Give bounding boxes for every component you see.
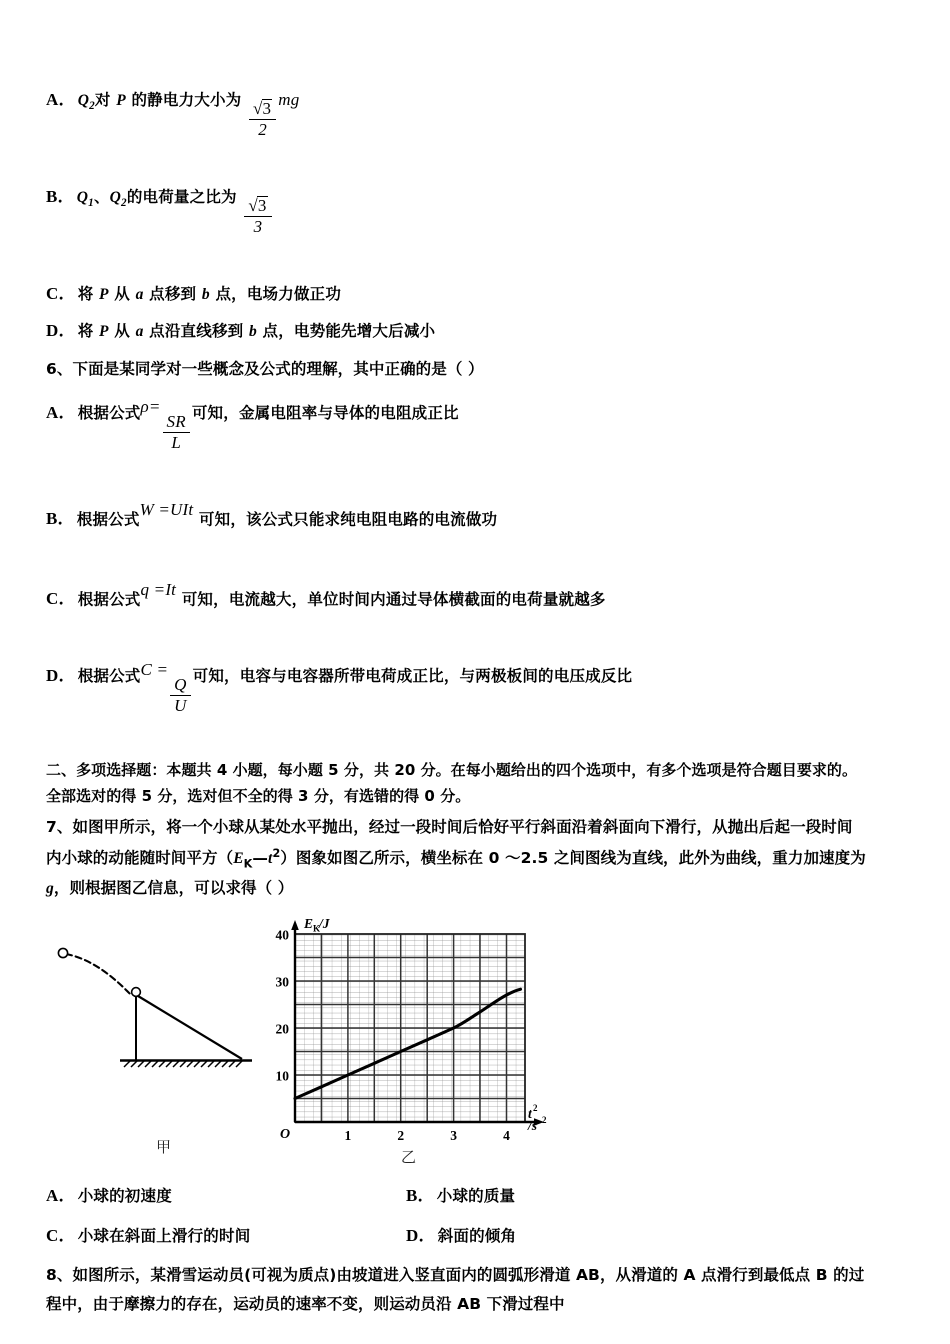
option-a-content bbox=[78, 88, 300, 139]
symbol-ek: E bbox=[233, 849, 244, 867]
symbol-t-sup: 2 bbox=[272, 846, 281, 860]
symbol-t: t bbox=[268, 849, 273, 867]
y-tick-label-40: 40 bbox=[275, 927, 289, 942]
symbol-b: b bbox=[201, 286, 210, 304]
q7-stem-line1: 7、如图甲所示，将一个小球从某处水平抛出，经过一段时间后恰好平行斜面沿着斜面向下滑行，从抛出后起一段时间 bbox=[46, 818, 853, 837]
option-a-content bbox=[78, 395, 459, 452]
x-tick-label-2: 2 bbox=[397, 1127, 405, 1143]
symbol-g: g bbox=[46, 880, 54, 898]
section2-line2: 全部选对的得 5 分，选对但不全的得 3 分，有选错的得 0 分。 bbox=[46, 786, 471, 805]
ball-on-incline bbox=[132, 987, 141, 996]
incline-surface bbox=[138, 996, 242, 1059]
fraction-numerator: √3 bbox=[244, 196, 271, 217]
fraction-denominator: 2 bbox=[258, 120, 267, 140]
option-letter-c: C． bbox=[46, 589, 76, 609]
option-c-content bbox=[78, 578, 606, 611]
q7-option-b bbox=[406, 1184, 912, 1209]
q7-stem-line3: g，则根据图乙信息，可以求得（ ） bbox=[46, 879, 294, 898]
formula-q-equals-it: q =It bbox=[140, 579, 177, 599]
section2-line1: 二、多项选择题：本题共 4 小题，每小题 5 分，共 20 分。在每小题给出的四个选项中，有多个选项是符合题目要求的。 bbox=[46, 760, 858, 779]
symbol-p: P bbox=[116, 92, 126, 109]
option-d-content: 将 P 从 a 点沿直线移到 b 点，电势能先增大后减小 bbox=[77, 321, 436, 340]
graph-y-axis-label bbox=[303, 916, 331, 934]
option-b-content bbox=[77, 186, 274, 236]
formula-c-equals: C = bbox=[140, 659, 169, 679]
symbol-a: a bbox=[135, 286, 144, 304]
formula-rho-equals: ρ= bbox=[140, 396, 161, 416]
trajectory-dashed-path bbox=[66, 954, 132, 996]
svg-text:E: E bbox=[304, 915, 314, 931]
text-lead: 根据公式 bbox=[76, 510, 140, 529]
graph-x-axis-label bbox=[527, 1103, 547, 1133]
text-charge-ratio: 的电荷量之比为 bbox=[126, 188, 237, 207]
page-content bbox=[46, 88, 912, 1320]
text-tail: 可知，金属电阻率与导体的电阻成正比 bbox=[191, 403, 459, 422]
svg-text:K: K bbox=[313, 923, 321, 933]
q7-stem-line2: 内小球的动能随时间平方$(E_K—t^2)$图象如图乙所示，横坐标在 0 ～2.5 之间图线为直线，此外为曲线，重力加速度为 bbox=[46, 846, 866, 870]
figure-jia-projectile-incline bbox=[46, 930, 276, 1130]
symbol-ek-sub: K bbox=[243, 856, 253, 870]
x-tick-label-4: 4 bbox=[503, 1127, 510, 1143]
fraction-numerator: Q bbox=[170, 676, 190, 696]
option-letter-c: C． bbox=[46, 284, 76, 304]
q6-option-c bbox=[46, 578, 912, 612]
q6-option-b bbox=[46, 498, 912, 532]
symbol-p: P bbox=[99, 286, 109, 304]
symbol-q: Q bbox=[77, 92, 90, 109]
symbol-p: P bbox=[99, 322, 109, 340]
y-tick-label-30: 30 bbox=[275, 974, 289, 989]
ball-launch-point bbox=[58, 948, 67, 957]
svg-text:t: t bbox=[528, 1105, 532, 1121]
symbol-q2: Q bbox=[109, 189, 122, 207]
svg-text:2: 2 bbox=[533, 1102, 538, 1113]
text-force: 的静电力大小为 bbox=[131, 91, 242, 109]
symbol-a: a bbox=[135, 322, 144, 340]
option-letter-a: A． bbox=[46, 90, 76, 109]
option-letter-d: D． bbox=[406, 1226, 436, 1246]
option-c-content: 将 P 从 a 点移到 b 点，电场力做正功 bbox=[77, 285, 342, 304]
q5-option-a bbox=[46, 88, 912, 139]
fraction-denominator: U bbox=[174, 695, 187, 715]
fraction-denominator: L bbox=[171, 432, 182, 452]
option-a-text: 小球的初速度 bbox=[77, 1186, 172, 1205]
text-tail: 可知，电流越大，单位时间内通过导体横截面的电荷量就越多 bbox=[181, 590, 606, 609]
option-letter-d: D． bbox=[46, 665, 76, 685]
text-tail: 可知，该公式只能求纯电阻电路的电流做功 bbox=[198, 510, 498, 529]
text-dui: 对 bbox=[94, 91, 111, 109]
fraction-Q-over-U bbox=[170, 676, 190, 715]
svg-text:/J: /J bbox=[319, 915, 330, 931]
text-tail: 可知，电容与电容器所带电荷成正比，与两极板间的电压成反比 bbox=[192, 666, 633, 685]
y-tick-label-10: 10 bbox=[275, 1068, 289, 1083]
fraction-denominator: 3 bbox=[253, 217, 263, 237]
figure-yi-ek-vs-t2-graph bbox=[249, 914, 549, 1174]
q7-option-c bbox=[46, 1224, 406, 1249]
q5-option-c bbox=[46, 282, 912, 307]
option-letter-c: C． bbox=[46, 1226, 76, 1246]
text-lead: 根据公式 bbox=[77, 666, 141, 685]
symbol-mg: mg bbox=[278, 90, 300, 109]
option-b-text: 小球的质量 bbox=[436, 1186, 516, 1205]
fraction-SR-over-L bbox=[163, 413, 190, 452]
y-axis-arrowhead bbox=[291, 920, 299, 930]
fraction-numerator: √3 bbox=[249, 99, 276, 120]
option-c-text: 小球在斜面上滑行的时间 bbox=[77, 1227, 251, 1246]
symbol-b: b bbox=[248, 322, 257, 340]
q5-option-b bbox=[46, 185, 912, 236]
q7-option-d bbox=[406, 1224, 912, 1249]
formula-w-equals-uit: W =UIt bbox=[139, 499, 194, 519]
figure-caption-yi: 乙 bbox=[401, 1147, 417, 1166]
text-lead: 根据公式 bbox=[77, 403, 141, 422]
q6-option-d bbox=[46, 658, 912, 715]
text-lead: 根据公式 bbox=[77, 590, 141, 609]
q8-stem-line1: 8、如图所示，某滑雪运动员(可视为质点)由坡道进入竖直面内的圆弧形滑道 AB，从滑道的 A 点滑行到最低点 B 的过 bbox=[46, 1265, 865, 1284]
q8-stem-line2: 程中，由于摩擦力的存在，运动员的速率不变，则运动员沿 AB 下滑过程中 bbox=[46, 1295, 565, 1314]
fraction-numerator: SR bbox=[163, 413, 190, 433]
option-letter-b: B． bbox=[46, 509, 75, 529]
figure-caption-jia: 甲 bbox=[156, 1137, 172, 1156]
q7-answer-grid bbox=[46, 1184, 912, 1249]
option-b-content bbox=[77, 498, 497, 531]
option-letter-d: D． bbox=[46, 320, 76, 340]
svg-text:/s: /s bbox=[528, 1117, 538, 1133]
ground-hatching bbox=[124, 1061, 242, 1067]
separator: 、 bbox=[93, 188, 110, 207]
q6-stem: 6、下面是某同学对一些概念及公式的理解，其中正确的是（ ） bbox=[46, 360, 484, 379]
q7-option-a bbox=[46, 1184, 406, 1209]
x-tick-label-1: 1 bbox=[344, 1127, 352, 1143]
figure-group bbox=[46, 914, 912, 1184]
symbol-q1: Q bbox=[76, 189, 89, 207]
option-d-text: 斜面的倾角 bbox=[437, 1227, 517, 1246]
symbol-q2-sub: 2 bbox=[121, 197, 127, 210]
option-d-content bbox=[78, 658, 633, 715]
svg-text:2: 2 bbox=[542, 1114, 547, 1125]
fraction-sqrt3-over-2 bbox=[249, 99, 276, 139]
option-letter-b: B． bbox=[46, 187, 75, 207]
symbol-q-sub: 2 bbox=[89, 100, 95, 113]
graph-origin-label: O bbox=[279, 1126, 291, 1142]
y-tick-label-20: 20 bbox=[275, 1021, 289, 1036]
symbol-q1-sub: 1 bbox=[88, 197, 94, 210]
x-tick-label-3: 3 bbox=[450, 1127, 457, 1143]
option-letter-a: A． bbox=[46, 402, 76, 422]
option-letter-b: B． bbox=[406, 1185, 435, 1205]
q5-option-d bbox=[46, 319, 912, 344]
option-letter-a: A． bbox=[46, 1185, 76, 1205]
fraction-sqrt3-over-3 bbox=[244, 196, 271, 236]
q6-option-a bbox=[46, 395, 912, 452]
